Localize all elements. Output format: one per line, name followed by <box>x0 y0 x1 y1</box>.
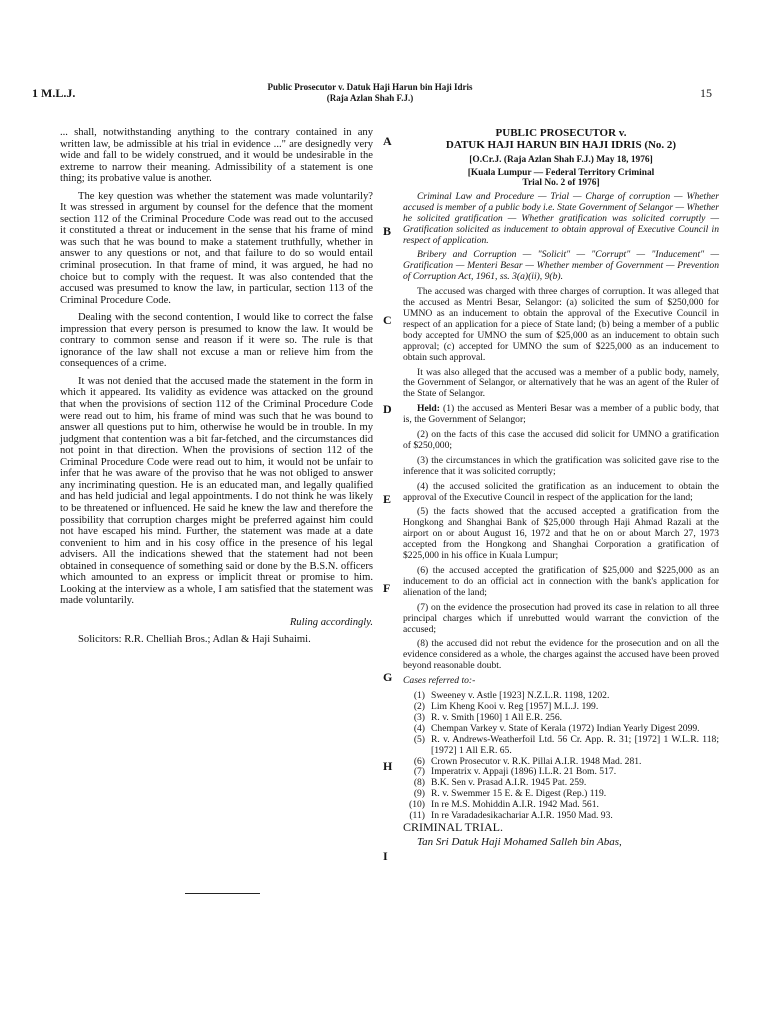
case-citation: R. v. Andrews-Weatherfoil Ltd. 56 Cr. App. R. 31; [1972] 1 W.L.R. 118; [1972] 1 All E.R. 65. <box>431 733 719 756</box>
case-citation: Lim Kheng Kooi v. Reg [1957] M.L.J. 199. <box>431 700 599 712</box>
case-citation: In re M.S. Mohiddin A.I.R. 1942 Mad. 561. <box>431 799 599 811</box>
section-heading: CRIMINAL TRIAL. <box>403 819 503 834</box>
case-number: (4) <box>413 722 425 734</box>
case-citation: B.K. Sen v. Prasad A.I.R. 1945 Pat. 259. <box>431 777 587 789</box>
held-item: (5) the facts showed that the accused accepted a gratification from the Hongkong and Shanghai Bank of $25,000 through Haji Ahmad Razali at the airport on or about August 16, 1972 and that he on or about March 27, 1973 accepted from the Hongkong and Shanghai Corporation a gratification of $225,000 in his office in Kuala Lumpur; <box>403 506 719 562</box>
paragraph: It was not denied that the accused made the statement in the form in which it appeared. Its validity as evidence was attacked on the ground that when the provisions of section 112 of the Criminal Procedure Code were read out to him, his frame of mind was such that he was bound to answer all questions put to him, otherwise he would be in trouble. In my judgment that contention was a bit far-fetched, and the circumstances did not point in that direction. When the provisions of section 112 of the Criminal Procedure Code were read out to him, it would not be unfair to infer that he was aware of the proviso that he was not obliged to answer any incriminating question. He is an educated man, and legally qualified and has held judicial and legal appointments. I do not think he was likely to be threatened or influenced. He said he knew the law and therefore the possibility that corruption charges might be preferred against him could not have escaped his mind. Further, the statement was made at a date convenient to him and in his cosy office in the presence of his legal advisers. All the indications shewed that the statement had not been obtained in consequence of something said or done by the B.S.N. officers which amounted to an express or implicit threat or promise to him. Looking at the interview as a whole, I am satisfied that the statement was made voluntarily. <box>60 375 373 607</box>
cases-list <box>403 691 719 822</box>
case-citation: In re Varadadesikachariar A.I.R. 1950 Mad. 93. <box>431 810 613 822</box>
journal-citation: 1 M.L.J. <box>32 86 76 100</box>
held-text: (1) the accused as Menteri Besar was a member of a public body, that is, the Government of Selangor; <box>403 403 719 426</box>
running-header <box>210 82 530 104</box>
running-header-case: Public Prosecutor v. Datuk Haji Harun bin Haji Idris <box>267 82 473 92</box>
court-date: [O.Cr.J. (Raja Azlan Shah F.J.) May 18, 1976] <box>469 155 653 165</box>
trial-reference-line1: [Kuala Lumpur — Federal Territory Criminal <box>467 167 655 178</box>
case-number: (5) <box>413 733 425 745</box>
ruling: Ruling accordingly. <box>289 616 373 628</box>
page-number: 15 <box>700 86 712 100</box>
held-item: (7) on the evidence the prosecution had proved its case in relation to all three principal charges which if unrebutted would warrant the conviction of the accused; <box>403 601 719 635</box>
facts: It was also alleged that the accused was a member of a public body, namely, the Government of Selangor, or alternatively that he was an agent of the Ruler of the State of Selangor. <box>403 366 719 400</box>
end-rule <box>185 893 260 894</box>
case-title-line2: DATUK HAJI HARUN BIN HAJI IDRIS (No. 2) <box>445 139 677 151</box>
case-citation: Crown Prosecutor v. R.K. Pillai A.I.R. 1948 Mad. 281. <box>431 755 642 767</box>
case-citation: Chempan Varkey v. State of Kerala (1972) Indian Yearly Digest 2099. <box>431 722 700 734</box>
catchwords: Bribery and Corruption — "Solicit" — "Corrupt" — "Inducement" — Gratification — Menteri Besar — Whether member of Government — Prevention of Corruption Act, 1961, ss. 3(a)(ii), 9(b). <box>403 249 719 283</box>
held-label: Held: <box>417 403 440 415</box>
trial-reference-line2: Trial No. 2 of 1976] <box>522 177 600 188</box>
right-column <box>403 127 719 852</box>
held-item: (2) on the facts of this case the accused did solicit for UMNO a gratification of $250,000; <box>403 429 719 451</box>
held-item: (8) the accused did not rebut the evidence for the prosecution and on all the evidence considered as a whole, the charges against the accused have been proved beyond reasonable doubt. <box>403 638 719 672</box>
trial-reference <box>403 168 719 188</box>
held-item <box>403 404 719 426</box>
solicitors: Solicitors: R.R. Chelliah Bros.; Adlan & Haji Suhaimi. <box>78 634 311 646</box>
case-number: (1) <box>413 690 425 702</box>
case-title-line1: PUBLIC PROSECUTOR v. <box>495 127 627 139</box>
held-item: (6) the accused accepted the gratification of $25,000 and $225,000 as an inducement to do an official act in connection with the bank's application for alienation of the land; <box>403 565 719 598</box>
case-number: (8) <box>413 777 425 789</box>
margin-letter-g: G <box>383 670 393 684</box>
margin-letter-i: I <box>383 849 388 863</box>
case-number: (6) <box>413 755 425 767</box>
held-item: (3) the circumstances in which the gratification was solicited gave rise to the inference that it was solicited corruptly; <box>403 454 719 477</box>
case-citation: R. v. Smith [1960] 1 All E.R. 256. <box>431 711 563 723</box>
paragraph: The key question was whether the statement was made voluntarily? It was stressed in argument by counsel for the defence that the moment section 112 of the Criminal Procedure Code was read out to the accused it constituted a threat or inducement in the sense that his frame of mind was such that he was bound to make a statement truthfully, whether in answer to any questions or not, and that failure to do so would entail criminal prosecution. In that frame of mind, it was argued, he had no choice but to comply with the request. It was also contended that the accused was presumed to know the law, in particular, section 113 of the Criminal Procedure Code. <box>60 190 373 306</box>
case-citation: Sweeney v. Astle [1923] N.Z.L.R. 1198, 1202. <box>431 690 610 702</box>
catchwords: Criminal Law and Procedure — Trial — Charge of corruption — Whether accused is member of a public body i.e. State Government of Selangor — Whether he solicited gratification — Whether gratification was solicited corruptly — Gratification solicited as inducement to obtain approval of Executive Council in respect of application. <box>403 190 719 246</box>
margin-letter-a: A <box>383 134 392 148</box>
case-number: (2) <box>413 700 425 712</box>
left-column <box>60 127 373 652</box>
case-number: (10) <box>409 799 425 811</box>
margin-letter-e: E <box>383 492 392 506</box>
case-number: (3) <box>413 711 425 723</box>
paragraph: ... shall, notwithstanding anything to the contrary contained in any written law, be admissible at his trial in evidence ..." are designedly very wide and fall to be widely construed, and it would be undesirable in the extreme to narrow their meaning. Admissibility of a statement is one thing; its probative value is another. <box>60 127 373 185</box>
case-citation: Imperatrix v. Appaji (1896) I.L.R. 21 Bom. 517. <box>431 766 617 778</box>
running-header-judge: (Raja Azlan Shah F.J.) <box>326 93 414 103</box>
facts: The accused was charged with three charges of corruption. It was alleged that the accused as Mentri Besar, Selangor: (a) solicited the sum of $250,000 for UMNO as an inducement to obtain the approval of the Executive Council in respect of an application for a piece of State land; (b) being a member of a public body accepted for UMNO the sum of $25,000 as an inducement to obtain such approval; (c) accepted for UMNO the sum of $225,000 as an inducement to obtain such approval. <box>403 286 719 363</box>
case-item <box>403 735 719 757</box>
case-number: (7) <box>413 766 425 778</box>
case-citation: R. v. Swemmer 15 E. & E. Digest (Rep.) 119. <box>431 788 607 800</box>
held-item: (4) the accused solicited the gratification as an inducement to obtain the approval of the Executive Council in respect of the application for the land; <box>403 480 719 503</box>
case-number: (11) <box>409 810 425 822</box>
paragraph: Dealing with the second contention, I would like to correct the false impression that every person is presumed to know the law. It would be contrary to common sense and reason if it were so. The rule is that ignorance of the law shall not excuse a man or relieve him from the consequences of a crime. <box>60 312 373 370</box>
margin-letter-b: B <box>383 224 392 238</box>
case-number: (9) <box>413 788 425 800</box>
cases-header: Cases referred to:- <box>403 675 476 687</box>
margin-letter-h: H <box>383 759 393 773</box>
counsel-line: Tan Sri Datuk Haji Mohamed Salleh bin Abas, <box>417 835 622 848</box>
margin-letter-c: C <box>383 313 392 327</box>
margin-letter-f: F <box>383 581 391 595</box>
margin-letter-d: D <box>383 402 392 416</box>
